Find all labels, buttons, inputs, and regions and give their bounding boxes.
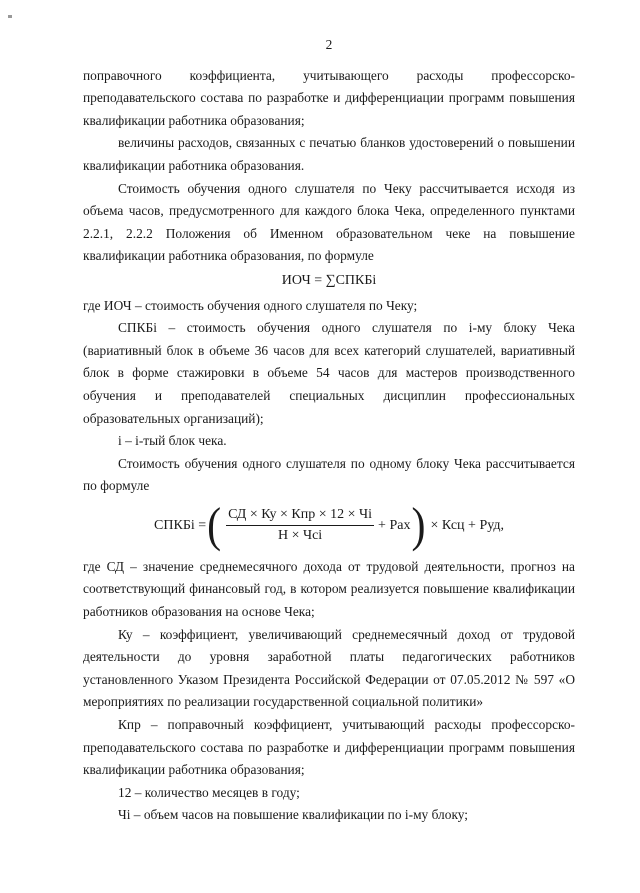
formula-ioch: ИОЧ = ∑СПКБi [281,272,377,288]
paragraph-2: величины расходов, связанных с печатью бланков удостоверений о повышении квалификации работника образования. [83,135,575,173]
document-page [83,34,575,827]
page-number: 2 [325,37,333,52]
scan-mark [8,15,12,18]
paragraph-11: 12 – количество месяцев в году; [118,784,300,800]
formula-rhs: × Ксц + Руд, [430,517,504,533]
fraction [226,505,374,546]
formula-lhs: СПКБi = [154,517,207,533]
paragraph-10: Кпр – поправочный коэффициент, учитывающий расходы профессорско-преподавательского состава по разработке и дифференциации программ повышения квалификации работника образования; [83,717,575,778]
formula-spkb [83,500,575,552]
close-paren: ) [411,499,426,553]
open-paren: ( [207,499,222,553]
fraction-denominator: Н × Чсi [277,528,323,544]
paragraph-8: где СД – значение среднемесячного дохода от трудовой деятельности, прогноз на соответствующий финансовый год, в котором реализуется повышение квалификации работников образования на основе Чека; [83,558,575,620]
formula-inner-tail: + Pax [378,517,411,533]
paragraph-3: Стоимость обучения одного слушателя по Чеку рассчитывается исходя из объема часов, предусмотренного для каждого блока Чека, определенного пунктами 2.2.1, 2.2.2 Положения об Именном образовательном чеке на повышение квалификации работника образования, по формуле [83,180,575,264]
paragraph-12: Чi – объем часов на повышение квалификации по i-му блоку; [118,807,468,823]
paragraph-7: Стоимость обучения одного слушателя по одному блоку Чека рассчитывается по формуле [83,455,575,494]
paragraph-9: Ку – коэффициент, увеличивающий среднемесячный доход от трудовой деятельности до уровня заработной платы педагогических работников установленного Указом Президента Российской Федерации от 07.05.2012 № 597 «О мероприятиях по реализации государственной социальной политики» [83,626,575,710]
paragraph-6: i – i-тый блок чека. [118,433,227,449]
paragraph-1: поправочного коэффициента, учитывающего расходы профессорско-преподавательского состава по разработке и дифференциации программ повышения квалификации работника образования; [83,67,575,128]
paragraph-5: СПКБi – стоимость обучения одного слушателя по i-му блоку Чека (вариативный блок в объеме 36 часов для всех категорий слушателей, вариативный блок в форме стажировки в объеме 54 часов для мастеров производственного обучения и преподавателей специальных дисциплин профессиональных образовательных организаций); [83,320,575,426]
paragraph-4: где ИОЧ – стоимость обучения одного слушателя по Чеку; [83,297,418,313]
fraction-numerator: СД × Ку × Кпр × 12 × Чi [228,507,373,523]
